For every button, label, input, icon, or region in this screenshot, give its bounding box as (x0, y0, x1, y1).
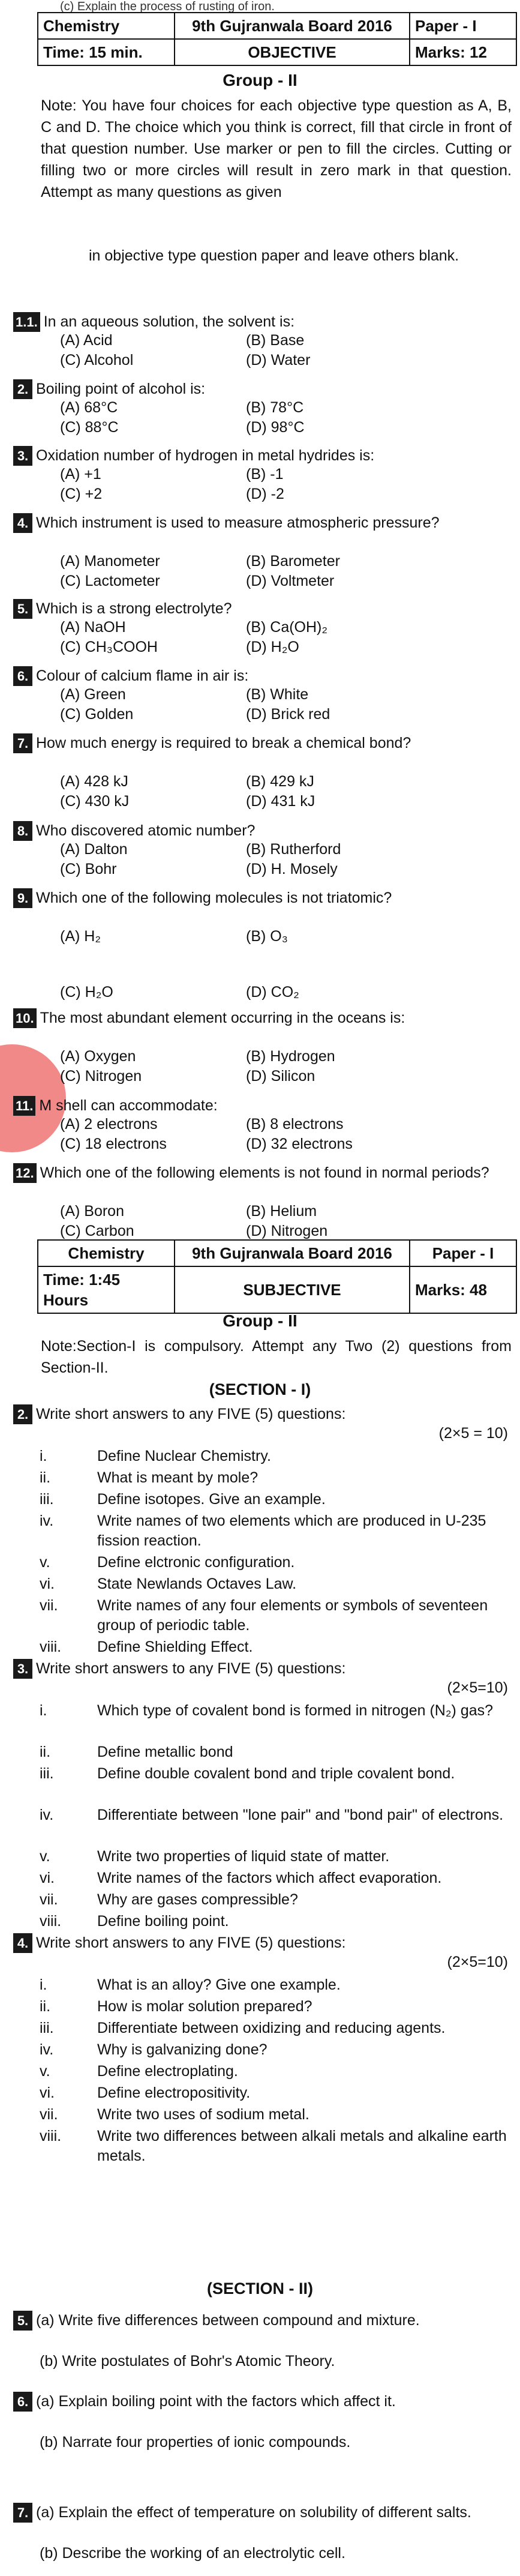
item-text: Define Shielding Effect. (97, 1639, 253, 1655)
short-question-item (40, 1511, 510, 1551)
question-number-badge: 9. (13, 888, 32, 908)
question-number-badge: 5. (13, 599, 32, 619)
item-text: Define double covalent bond and triple covalent bond. (97, 1765, 455, 1782)
short-question-item (40, 1553, 510, 1572)
short-question-item (40, 1742, 510, 1762)
type-cell: SUBJECTIVE (175, 1266, 410, 1313)
option-b: (B) Base (246, 332, 305, 349)
mcq-question (13, 888, 511, 908)
option-d: (D) Nitrogen (246, 1223, 328, 1239)
item-text: Write names of two elements which are produced in U-235 fission reaction. (97, 1512, 486, 1549)
option-c: (C) CH₃COOH (60, 639, 158, 655)
option-c: (C) Lactometer (60, 573, 160, 589)
part-label: (b) (40, 2353, 62, 2370)
question-number-badge: 7. (13, 2503, 32, 2523)
mcq-question (13, 1163, 511, 1183)
short-question-item (40, 2126, 510, 2166)
question-number-badge: 1.1. (13, 312, 40, 332)
option-a: (A) Oxygen (60, 1048, 136, 1065)
objective-note-continued (41, 245, 512, 266)
board-cell: 9th Gujranwala Board 2016 (175, 13, 410, 39)
mcq-question (13, 666, 511, 686)
roman-numeral: i. (40, 1702, 47, 1719)
mcq-question (13, 1096, 511, 1116)
option-b: (B) O₃ (246, 928, 288, 945)
item-text: Why are gases compressible? (97, 1891, 298, 1908)
item-text: Define boiling point. (97, 1913, 229, 1930)
question-number-badge: 7. (13, 733, 32, 753)
option-a: (A) Green (60, 686, 126, 703)
item-text: Define metallic bond (97, 1744, 233, 1760)
item-text: Differentiate between oxidizing and reducing agents. (97, 2020, 446, 2036)
marks-label: (2×5=10) (447, 1679, 508, 1696)
question-number-badge: 12. (13, 1163, 37, 1183)
question-text: Boiling point of alcohol is: (36, 381, 206, 397)
roman-numeral: vi. (40, 1870, 55, 1886)
marks-label: (2×5 = 10) (438, 1425, 508, 1442)
option-c: (C) Bohr (60, 861, 117, 877)
item-text: Write two differences between alkali metals and alkaline earth metals. (97, 2128, 507, 2164)
option-c: (C) H₂O (60, 984, 113, 1001)
short-question-item (40, 1847, 510, 1867)
item-text: Why is galvanizing done? (97, 2041, 267, 2058)
mcq-question (13, 1008, 511, 1028)
question-text: M shell can accommodate: (39, 1097, 218, 1114)
short-question-item (40, 1805, 510, 1845)
part-label: (b) (40, 2434, 62, 2451)
short-question-item (40, 1446, 510, 1466)
item-text: Write names of the factors which affect evaporation. (97, 1870, 442, 1886)
board-cell: 9th Gujranwala Board 2016 (175, 1240, 410, 1266)
long-question (13, 2311, 511, 2331)
question-text: Which instrument is used to measure atmospheric pressure? (36, 514, 440, 531)
roman-numeral: viii. (40, 2128, 62, 2144)
question-text: The most abundant element occurring in the oceans is: (40, 1010, 405, 1026)
part-b-text: Describe the working of an electrolytic cell. (62, 2545, 345, 2562)
roman-numeral: iii. (40, 2020, 54, 2036)
option-b: (B) Ca(OH)₂ (246, 619, 328, 636)
question-text: Write short answers to any FIVE (5) questions: (36, 1934, 346, 1951)
subject-cell: Chemistry (38, 1240, 175, 1266)
option-b: (B) Barometer (246, 553, 340, 570)
option-c: (C) 18 electrons (60, 1136, 167, 1152)
option-a: (A) 68°C (60, 399, 118, 416)
option-d: (D) H₂O (246, 639, 299, 655)
short-question-item (40, 2018, 510, 2038)
question-number-badge: 3. (13, 1659, 32, 1679)
q3-heading (13, 1659, 511, 1679)
option-c: (C) 88°C (60, 419, 119, 436)
item-text: State Newlands Octaves Law. (97, 1575, 297, 1592)
roman-numeral: iii. (40, 1765, 54, 1782)
subjective-note: Note:Section-I is compulsory. Attempt any Two (2) questions from Section-II. (41, 1338, 512, 1376)
question-number-badge: 2. (13, 1404, 32, 1424)
option-d: (D) Water (246, 352, 311, 369)
question-number-badge: 5. (13, 2311, 32, 2331)
question-number-badge: 6. (13, 666, 32, 686)
short-question-item (40, 1574, 510, 1594)
roman-numeral: iv. (40, 2041, 54, 2058)
question-number-badge: 4. (13, 1933, 32, 1953)
option-a: (A) Manometer (60, 553, 160, 570)
short-question-item (40, 1468, 510, 1488)
marks-label: (2×5=10) (447, 1954, 508, 1970)
objective-header-table (37, 12, 517, 66)
question-number-badge: 4. (13, 513, 32, 533)
roman-numeral: ii. (40, 1998, 51, 2015)
q4-heading (13, 1933, 511, 1953)
question-number-badge: 10. (13, 1008, 37, 1028)
long-question (13, 2392, 511, 2412)
option-b: (B) Rutherford (246, 841, 341, 858)
roman-numeral: ii. (40, 1469, 51, 1486)
long-question (13, 2503, 511, 2523)
item-text: Which type of covalent bond is formed in nitrogen (N₂) gas? (97, 1702, 494, 1719)
part-a-text: Explain the effect of temperature on solubility of different salts. (58, 2504, 471, 2521)
part-label: (a) (36, 2312, 59, 2329)
part-label: (a) (36, 2504, 59, 2521)
question-text: Who discovered atomic number? (36, 822, 256, 839)
part-a-text: Write five differences between compound and mixture. (58, 2312, 420, 2329)
item-text: Define elctronic configuration. (97, 1554, 295, 1571)
roman-numeral: vii. (40, 1891, 58, 1908)
question-text: How much energy is required to break a chemical bond? (36, 735, 411, 751)
marks-cell: Marks: 48 (410, 1266, 516, 1313)
option-a: (A) +1 (60, 466, 101, 483)
question-text: Write short answers to any FIVE (5) questions: (36, 1406, 346, 1422)
part-b-text: Narrate four properties of ionic compounds. (62, 2434, 351, 2451)
option-c: (C) 430 kJ (60, 793, 130, 810)
q2-heading (13, 1404, 511, 1424)
option-b: (B) Hydrogen (246, 1048, 335, 1065)
question-text: Write short answers to any FIVE (5) questions: (36, 1660, 346, 1677)
subjective-header-table (37, 1239, 517, 1314)
option-b: (B) White (246, 686, 309, 703)
short-question-item (40, 1596, 510, 1636)
option-a: (A) Boron (60, 1203, 124, 1220)
roman-numeral: vi. (40, 2084, 55, 2101)
roman-numeral: i. (40, 1976, 47, 1993)
part-a-text: Explain boiling point with the factors which affect it. (58, 2393, 396, 2410)
option-a: (A) NaOH (60, 619, 126, 636)
type-cell: OBJECTIVE (175, 39, 410, 65)
part-label: (b) (40, 2545, 62, 2562)
short-question-item (40, 1997, 510, 2017)
option-c: (C) Alcohol (60, 352, 134, 369)
option-b: (B) Helium (246, 1203, 317, 1220)
objective-note: Note: You have four choices for each objective type question as A, B, C and D. The choice which you think is correct, fill that circle in front of that question number. Use marker or pen to fill the circles. Cutting or filling two or more circles will result in zero mark in that question. Attempt as many questions as given (41, 97, 512, 200)
question-number-badge: 6. (13, 2392, 32, 2412)
roman-numeral: v. (40, 1554, 50, 1571)
option-a: (A) Dalton (60, 841, 128, 858)
question-number-badge: 2. (13, 379, 32, 399)
option-a: (A) H₂ (60, 928, 101, 945)
option-b: (B) 78°C (246, 399, 304, 416)
roman-numeral: vii. (40, 1597, 58, 1614)
option-b: (B) -1 (246, 466, 284, 483)
item-text: Write names of any four elements or symbols of seventeen group of periodic table. (97, 1597, 488, 1634)
mcq-question (13, 599, 511, 619)
option-c: (C) Carbon (60, 1223, 134, 1239)
option-b: (B) 8 electrons (246, 1116, 344, 1133)
roman-numeral: v. (40, 2063, 50, 2080)
item-text: Write two uses of sodium metal. (97, 2106, 309, 2123)
short-question-item (40, 1637, 510, 1657)
option-d: (D) Silicon (246, 1068, 315, 1085)
short-question-item (40, 1764, 510, 1804)
option-a: (A) 2 electrons (60, 1116, 158, 1133)
question-number-badge: 11. (13, 1096, 35, 1116)
group-heading: Group - II (223, 71, 297, 89)
question-text: Which is a strong electrolyte? (36, 600, 232, 617)
subject-cell: Chemistry (38, 13, 175, 39)
marks-cell: Marks: 12 (410, 39, 516, 65)
item-text: Differentiate between "lone pair" and "bond pair" of electrons. (97, 1807, 504, 1823)
long-question-part-b (40, 2544, 510, 2563)
option-d: (D) -2 (246, 486, 284, 502)
roman-numeral: i. (40, 1448, 47, 1464)
roman-numeral: vi. (40, 1575, 55, 1592)
objective-note-cont-text: in objective type question paper and leave others blank. (89, 247, 459, 264)
long-question-part-b (40, 2433, 510, 2452)
option-d: (D) Voltmeter (246, 573, 335, 589)
long-question-part-b (40, 2352, 510, 2371)
short-question-item (40, 2040, 510, 2060)
option-d: (D) 98°C (246, 419, 305, 436)
section-2-heading: (SECTION - II) (207, 2280, 313, 2298)
short-question-item (40, 2105, 510, 2125)
item-text: What is an alloy? Give one example. (97, 1976, 341, 1993)
roman-numeral: viii. (40, 1913, 62, 1930)
short-question-item (40, 1890, 510, 1910)
roman-numeral: iv. (40, 1807, 54, 1823)
option-d: (D) H. Mosely (246, 861, 338, 877)
cut-off-line: (c) Explain the process of rusting of iron. (60, 0, 275, 13)
roman-numeral: viii. (40, 1639, 62, 1655)
mcq-question (13, 733, 511, 753)
part-label: (a) (36, 2393, 59, 2410)
question-text: Colour of calcium flame in air is: (36, 667, 249, 684)
question-text: Which one of the following molecules is not triatomic? (36, 889, 392, 906)
option-c: (C) +2 (60, 486, 103, 502)
mcq-question (13, 379, 511, 399)
item-text: Define electroplating. (97, 2063, 238, 2080)
item-text: How is molar solution prepared? (97, 1998, 312, 2015)
question-text: In an aqueous solution, the solvent is: (43, 313, 295, 330)
question-number-badge: 3. (13, 446, 32, 466)
mcq-question (13, 513, 511, 533)
option-b: (B) 429 kJ (246, 773, 314, 790)
item-text: Define electropositivity. (97, 2084, 251, 2101)
mcq-question (13, 821, 511, 841)
paper-cell: Paper - I (410, 13, 516, 39)
short-question-item (40, 2062, 510, 2081)
option-d: (D) 431 kJ (246, 793, 315, 810)
paper-cell: Paper - I (410, 1240, 516, 1266)
roman-numeral: iv. (40, 1512, 54, 1529)
time-cell: Time: 15 min. (38, 39, 175, 65)
short-question-item (40, 1701, 510, 1741)
question-number-badge: 8. (13, 821, 32, 841)
short-question-item (40, 1975, 510, 1995)
item-text: Write two properties of liquid state of matter. (97, 1848, 390, 1865)
short-question-item (40, 1868, 510, 1888)
item-text: Define Nuclear Chemistry. (97, 1448, 271, 1464)
section-1-heading: (SECTION - I) (209, 1380, 311, 1398)
item-text: What is meant by mole? (97, 1469, 259, 1486)
option-a: (A) Acid (60, 332, 113, 349)
question-text: Oxidation number of hydrogen in metal hydrides is: (36, 447, 375, 464)
option-c: (C) Nitrogen (60, 1068, 142, 1085)
roman-numeral: ii. (40, 1744, 51, 1760)
item-text: Define isotopes. Give an example. (97, 1491, 326, 1508)
mcq-question (13, 446, 511, 466)
part-b-text: Write postulates of Bohr's Atomic Theory. (62, 2353, 335, 2370)
option-d: (D) 32 electrons (246, 1136, 353, 1152)
roman-numeral: vii. (40, 2106, 58, 2123)
roman-numeral: v. (40, 1848, 50, 1865)
group-heading-2: Group - II (223, 1311, 297, 1330)
time-cell: Time: 1:45 Hours (38, 1266, 175, 1313)
option-c: (C) Golden (60, 706, 134, 723)
short-question-item (40, 1912, 510, 1931)
option-d: (D) Brick red (246, 706, 330, 723)
short-question-item (40, 2083, 510, 2103)
mcq-question (13, 312, 511, 332)
option-a: (A) 428 kJ (60, 773, 128, 790)
short-question-item (40, 1490, 510, 1509)
option-d: (D) CO₂ (246, 984, 299, 1001)
question-text: Which one of the following elements is not found in normal periods? (40, 1164, 489, 1181)
roman-numeral: iii. (40, 1491, 54, 1508)
